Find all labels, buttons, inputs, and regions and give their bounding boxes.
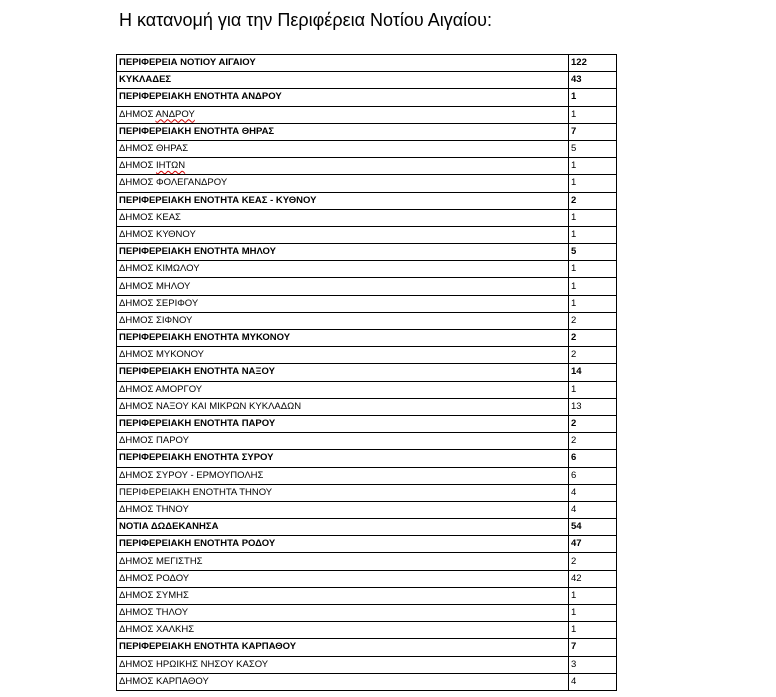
row-name-cell: ΔΗΜΟΣ ΚΑΡΠΑΘΟΥ <box>117 673 569 690</box>
row-name-cell: ΠΕΡΙΦΕΡΕΙΑ ΝΟΤΙΟΥ ΑΙΓΑΙΟΥ <box>117 55 569 72</box>
row-value-cell: 1 <box>569 381 617 398</box>
allocation-table <box>116 54 617 691</box>
row-name-cell: ΠΕΡΙΦΕΡΕΙΑΚΗ ΕΝΟΤΗΤΑ ΠΑΡΟΥ <box>117 415 569 432</box>
row-value-cell: 6 <box>569 450 617 467</box>
row-name-cell: ΔΗΜΟΣ ΚΥΘΝΟΥ <box>117 226 569 243</box>
table-row <box>117 330 617 347</box>
table-row <box>117 226 617 243</box>
row-value-cell: 4 <box>569 673 617 690</box>
table-row <box>117 501 617 518</box>
row-value-cell: 1 <box>569 278 617 295</box>
row-value-cell: 1 <box>569 175 617 192</box>
row-name-cell: ΔΗΜΟΣ ΝΑΞΟΥ ΚΑΙ ΜΙΚΡΩΝ ΚΥΚΛΑΔΩΝ <box>117 398 569 415</box>
spellcheck-marked-word: ΙΗΤΩΝ <box>156 160 186 172</box>
table-row <box>117 450 617 467</box>
row-name-cell: ΔΗΜΟΣ ΤΗΝΟΥ <box>117 501 569 518</box>
table-row <box>117 570 617 587</box>
table-row <box>117 639 617 656</box>
table-row <box>117 415 617 432</box>
row-value-cell: 1 <box>569 587 617 604</box>
table-row <box>117 656 617 673</box>
row-value-cell: 1 <box>569 605 617 622</box>
table-row <box>117 295 617 312</box>
row-value-cell: 1 <box>569 295 617 312</box>
row-value-cell: 54 <box>569 519 617 536</box>
row-value-cell: 2 <box>569 433 617 450</box>
row-name-cell: ΔΗΜΟΣ ΠΑΡΟΥ <box>117 433 569 450</box>
row-name-cell: ΔΗΜΟΣ ΣΥΡΟΥ - ΕΡΜΟΥΠΟΛΗΣ <box>117 467 569 484</box>
table-row <box>117 312 617 329</box>
table-row <box>117 72 617 89</box>
page-title: Η κατανομή για την Περιφέρεια Νοτίου Αιγαίου: <box>119 10 492 30</box>
row-value-cell: 7 <box>569 639 617 656</box>
row-name-cell: ΠΕΡΙΦΕΡΕΙΑΚΗ ΕΝΟΤΗΤΑ ΜΗΛΟΥ <box>117 244 569 261</box>
row-name-cell: ΔΗΜΟΣ ΣΙΦΝΟΥ <box>117 312 569 329</box>
row-name-cell: ΔΗΜΟΣ ΚΙΜΩΛΟΥ <box>117 261 569 278</box>
allocation-table-body <box>117 55 617 691</box>
row-value-cell: 2 <box>569 312 617 329</box>
table-row <box>117 192 617 209</box>
row-name-cell: ΝΟΤΙΑ ΔΩΔΕΚΑΝΗΣΑ <box>117 519 569 536</box>
row-value-cell: 1 <box>569 106 617 123</box>
row-name-cell: ΔΗΜΟΣ ΜΕΓΙΣΤΗΣ <box>117 553 569 570</box>
row-name-cell: ΔΗΜΟΣ ΗΡΩΙΚΗΣ ΝΗΣΟΥ ΚΑΣΟΥ <box>117 656 569 673</box>
row-value-cell: 4 <box>569 501 617 518</box>
row-name-cell: ΠΕΡΙΦΕΡΕΙΑΚΗ ΕΝΟΤΗΤΑ ΣΥΡΟΥ <box>117 450 569 467</box>
row-name-cell: ΔΗΜΟΣ ΘΗΡΑΣ <box>117 140 569 157</box>
table-row <box>117 278 617 295</box>
row-name-cell: ΔΗΜΟΣ ΣΥΜΗΣ <box>117 587 569 604</box>
table-row <box>117 398 617 415</box>
table-row <box>117 123 617 140</box>
row-value-cell: 2 <box>569 330 617 347</box>
row-name-cell <box>117 158 569 175</box>
table-row <box>117 175 617 192</box>
row-name-cell: ΔΗΜΟΣ ΤΗΛΟΥ <box>117 605 569 622</box>
row-value-cell: 14 <box>569 364 617 381</box>
table-row <box>117 55 617 72</box>
row-value-cell: 1 <box>569 209 617 226</box>
table-row <box>117 261 617 278</box>
table-row <box>117 622 617 639</box>
table-row <box>117 89 617 106</box>
row-value-cell: 47 <box>569 536 617 553</box>
row-value-cell: 5 <box>569 140 617 157</box>
row-name-cell: ΔΗΜΟΣ ΡΟΔΟΥ <box>117 570 569 587</box>
row-value-cell: 2 <box>569 553 617 570</box>
row-name-cell: ΔΗΜΟΣ ΦΟΛΕΓΑΝΔΡΟΥ <box>117 175 569 192</box>
table-row <box>117 347 617 364</box>
row-value-cell: 4 <box>569 484 617 501</box>
row-name-cell: ΠΕΡΙΦΕΡΕΙΑΚΗ ΕΝΟΤΗΤΑ ΤΗΝΟΥ <box>117 484 569 501</box>
table-row <box>117 587 617 604</box>
table-row <box>117 433 617 450</box>
row-value-cell: 122 <box>569 55 617 72</box>
row-name-cell: ΠΕΡΙΦΕΡΕΙΑΚΗ ΕΝΟΤΗΤΑ ΘΗΡΑΣ <box>117 123 569 140</box>
row-value-cell: 2 <box>569 415 617 432</box>
row-name-cell: ΔΗΜΟΣ ΧΑΛΚΗΣ <box>117 622 569 639</box>
table-row <box>117 484 617 501</box>
row-name-cell: ΔΗΜΟΣ ΜΥΚΟΝΟΥ <box>117 347 569 364</box>
table-row <box>117 244 617 261</box>
row-value-cell: 2 <box>569 192 617 209</box>
table-row <box>117 519 617 536</box>
row-name-cell <box>117 106 569 123</box>
table-row <box>117 467 617 484</box>
row-value-cell: 3 <box>569 656 617 673</box>
table-row <box>117 106 617 123</box>
row-name-prefix: ΔΗΜΟΣ <box>119 108 156 120</box>
row-value-cell: 1 <box>569 158 617 175</box>
row-name-cell: ΚΥΚΛΑΔΕΣ <box>117 72 569 89</box>
table-row <box>117 536 617 553</box>
table-row <box>117 158 617 175</box>
row-name-prefix: ΔΗΜΟΣ <box>119 160 157 172</box>
row-name-cell: ΠΕΡΙΦΕΡΕΙΑΚΗ ΕΝΟΤΗΤΑ ΑΝΔΡΟΥ <box>117 89 569 106</box>
row-name-cell: ΠΕΡΙΦΕΡΕΙΑΚΗ ΕΝΟΤΗΤΑ ΜΥΚΟΝΟΥ <box>117 330 569 347</box>
row-name-cell: ΔΗΜΟΣ ΜΗΛΟΥ <box>117 278 569 295</box>
row-value-cell: 43 <box>569 72 617 89</box>
row-name-cell: ΔΗΜΟΣ ΚΕΑΣ <box>117 209 569 226</box>
row-value-cell: 1 <box>569 89 617 106</box>
table-row <box>117 673 617 690</box>
row-name-cell: ΔΗΜΟΣ ΣΕΡΙΦΟΥ <box>117 295 569 312</box>
row-name-cell: ΠΕΡΙΦΕΡΕΙΑΚΗ ΕΝΟΤΗΤΑ ΡΟΔΟΥ <box>117 536 569 553</box>
row-value-cell: 1 <box>569 622 617 639</box>
row-value-cell: 2 <box>569 347 617 364</box>
row-value-cell: 7 <box>569 123 617 140</box>
row-value-cell: 13 <box>569 398 617 415</box>
row-name-cell: ΠΕΡΙΦΕΡΕΙΑΚΗ ΕΝΟΤΗΤΑ ΚΕΑΣ - ΚΥΘΝΟΥ <box>117 192 569 209</box>
table-row <box>117 553 617 570</box>
table-row <box>117 364 617 381</box>
table-row <box>117 140 617 157</box>
row-name-cell: ΠΕΡΙΦΕΡΕΙΑΚΗ ΕΝΟΤΗΤΑ ΝΑΞΟΥ <box>117 364 569 381</box>
row-name-cell: ΔΗΜΟΣ ΑΜΟΡΓΟΥ <box>117 381 569 398</box>
row-value-cell: 5 <box>569 244 617 261</box>
table-row <box>117 605 617 622</box>
row-name-cell: ΠΕΡΙΦΕΡΕΙΑΚΗ ΕΝΟΤΗΤΑ ΚΑΡΠΑΘΟΥ <box>117 639 569 656</box>
row-value-cell: 1 <box>569 226 617 243</box>
table-row <box>117 381 617 398</box>
row-value-cell: 6 <box>569 467 617 484</box>
row-value-cell: 42 <box>569 570 617 587</box>
row-value-cell: 1 <box>569 261 617 278</box>
table-row <box>117 209 617 226</box>
spellcheck-marked-word: ΑΝΔΡΟΥ <box>155 108 195 120</box>
